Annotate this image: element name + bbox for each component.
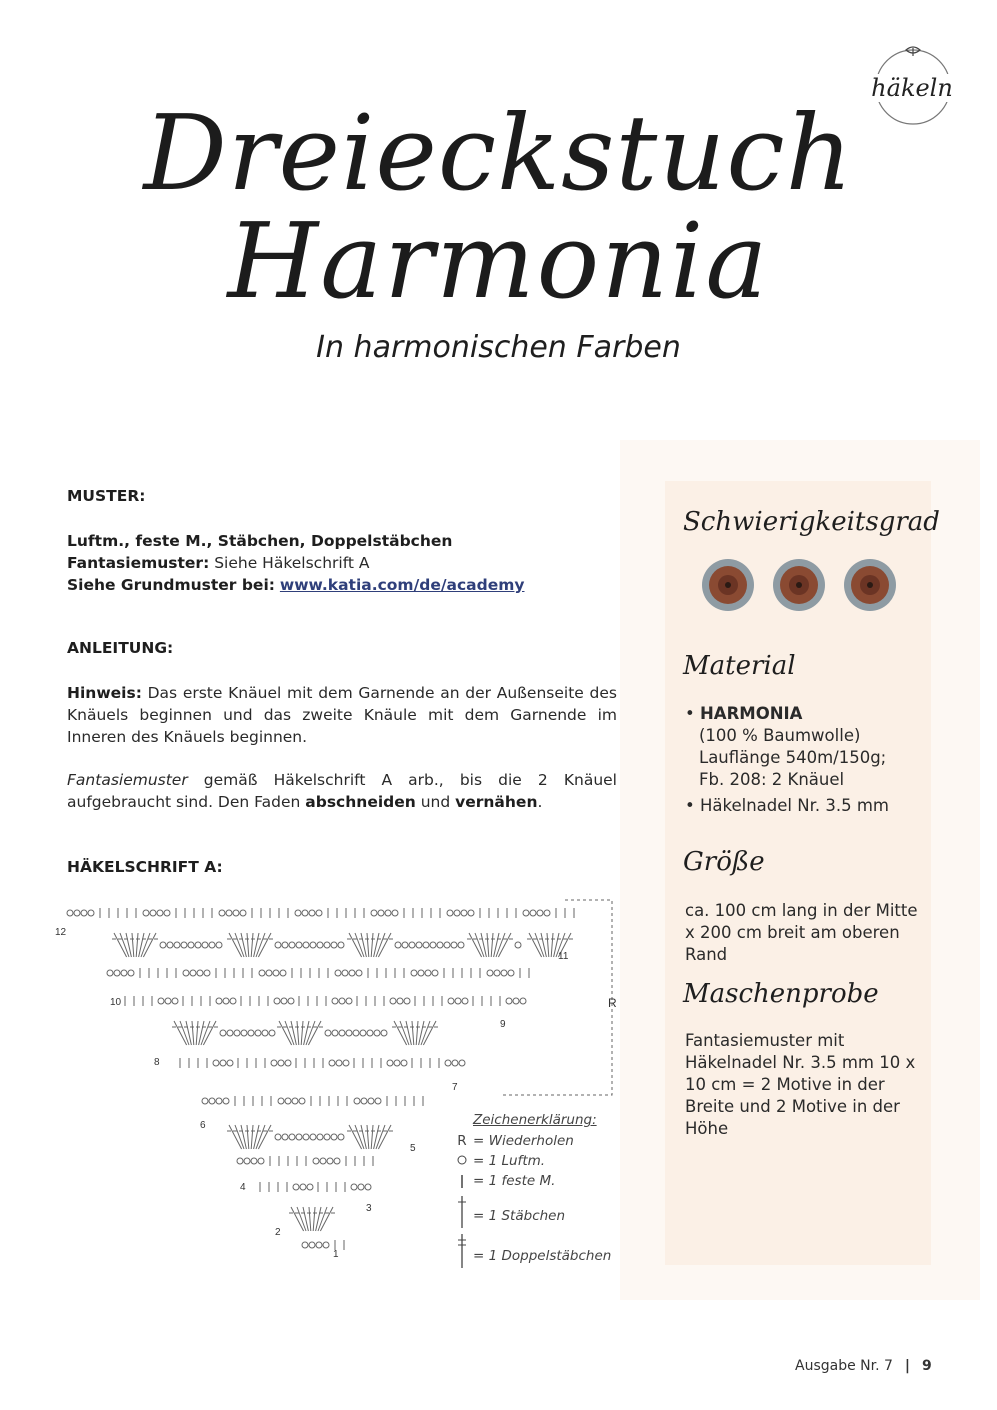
chain-stitch [216, 998, 222, 1004]
chain-stitch [329, 1060, 335, 1066]
page-subtitle: In harmonischen Farben [316, 330, 681, 365]
chain-stitch [204, 970, 210, 976]
double-crochet-icon [455, 1194, 469, 1234]
chain-stitch [274, 998, 280, 1004]
instruction-pattern-name: Fantasiemuster [67, 771, 188, 789]
hinweis-label: Hinweis: [67, 684, 142, 702]
chain-stitch [223, 1098, 229, 1104]
chain-stitch [445, 1060, 451, 1066]
size-heading: Größe [683, 847, 765, 877]
chain-stitch [280, 970, 286, 976]
chain-stitch [327, 1158, 333, 1164]
muster-basic-label: Siehe Grundmuster bei: [67, 576, 275, 594]
chain-stitch [320, 1158, 326, 1164]
chain-stitch [459, 1060, 465, 1066]
chain-stitch [325, 1030, 331, 1036]
chain-stitch [462, 998, 468, 1004]
chain-stitch [307, 1184, 313, 1190]
chain-stitch [530, 910, 536, 916]
chain-stitch [310, 942, 316, 948]
stitch-mark [241, 933, 246, 957]
chain-stitch [282, 1134, 288, 1140]
chain-stitch [220, 1060, 226, 1066]
material-detail: Lauflänge 540m/150g; [699, 748, 887, 767]
chain-stitch [299, 1098, 305, 1104]
chain-stitch [351, 1184, 357, 1190]
chain-stitch [303, 942, 309, 948]
chain-stitch [289, 942, 295, 948]
row-number: 9 [500, 1019, 506, 1030]
chain-stitch [323, 1242, 329, 1248]
chain-stitch [455, 998, 461, 1004]
chain-stitch [309, 1242, 315, 1248]
row-number: 4 [240, 1182, 246, 1193]
stitch-mark [136, 933, 138, 957]
diagram-heading: HÄKELSCHRIFT A: [67, 858, 223, 876]
material-heading: Material [683, 651, 796, 681]
chain-stitch [401, 1060, 407, 1066]
chain-stitch [343, 1060, 349, 1066]
chain-stitch [240, 910, 246, 916]
chain-stitch [397, 998, 403, 1004]
stitch-mark [186, 1021, 191, 1045]
chain-stitch [447, 910, 453, 916]
chain-stitch [278, 1060, 284, 1066]
instruction-text-1: gemäß Häkelschrift A arb., bis die 2 Knäuel aufgebraucht sind. Den Faden [67, 771, 617, 811]
muster-block [67, 530, 617, 596]
chain-stitch [354, 1098, 360, 1104]
chain-stitch [275, 942, 281, 948]
chain-stitch [121, 970, 127, 976]
instruction-paragraph [67, 769, 617, 813]
chain-stitch [392, 910, 398, 916]
chain-stitch [262, 1030, 268, 1036]
instruction-bold-cut: abschneiden [305, 793, 416, 811]
chain-stitch [158, 998, 164, 1004]
chain-stitch [241, 1030, 247, 1036]
chain-stitch [506, 998, 512, 1004]
chain-stitch [164, 910, 170, 916]
chain-stitch [425, 970, 431, 976]
chain-stitch [296, 1134, 302, 1140]
chain-stitch [430, 942, 436, 948]
stitch-mark [291, 1021, 296, 1045]
chain-stitch [381, 1030, 387, 1036]
chain-stitch [285, 1060, 291, 1066]
chain-stitch [266, 970, 272, 976]
needle-text: Häkelnadel Nr. 3.5 mm [699, 796, 889, 815]
anleitung-heading: ANLEITUNG: [67, 639, 174, 657]
stitch-mark [196, 1021, 198, 1045]
page-footer [795, 1358, 932, 1374]
instruction-text-2: und [415, 793, 456, 811]
chain-stitch [416, 942, 422, 948]
chain-stitch [313, 1158, 319, 1164]
row-number: 10 [110, 997, 122, 1008]
chain-stitch [349, 970, 355, 976]
chain-stitch [324, 1134, 330, 1140]
stitch-mark [371, 1125, 373, 1149]
chain-stitch [310, 1134, 316, 1140]
chain-stitch [448, 998, 454, 1004]
chain-stitch [271, 1060, 277, 1066]
chain-stitch [88, 910, 94, 916]
chain-stitch [494, 970, 500, 976]
chain-stitch [216, 1098, 222, 1104]
chain-stitch [188, 942, 194, 948]
chain-stitch [248, 1030, 254, 1036]
chain-stitch [501, 970, 507, 976]
chain-stitch [285, 1098, 291, 1104]
stitch-mark [416, 1021, 418, 1045]
stitch-mark [304, 1021, 309, 1045]
stitch-mark [241, 1125, 246, 1149]
stitch-mark [371, 933, 373, 957]
chain-stitch [368, 1098, 374, 1104]
chain-stitch [331, 942, 337, 948]
chain-stitch [324, 942, 330, 948]
chain-stitch [165, 998, 171, 1004]
chain-stitch [402, 942, 408, 948]
chain-stitch [454, 910, 460, 916]
chain-stitch [181, 942, 187, 948]
badge-label: häkeln [862, 74, 962, 102]
legend-symbol-repeat: R [457, 1133, 467, 1149]
chain-stitch [167, 942, 173, 948]
stitch-mark [367, 1125, 369, 1149]
material-details [699, 725, 939, 791]
chain-stitch [346, 1030, 352, 1036]
chain-stitch [353, 1030, 359, 1036]
chain-stitch [411, 970, 417, 976]
stitch-mark [251, 933, 253, 957]
row-number: 5 [410, 1143, 416, 1154]
chain-stitch [292, 1098, 298, 1104]
material-item: • HARMONIA [685, 704, 803, 723]
chain-stitch [451, 942, 457, 948]
chain-stitch [183, 970, 189, 976]
chain-stitch [418, 970, 424, 976]
chain-stitch [395, 942, 401, 948]
chain-stitch [114, 970, 120, 976]
legend-text: = Wiederholen [473, 1133, 574, 1149]
stitch-mark [406, 1021, 411, 1045]
stitch-mark [247, 1125, 249, 1149]
chain-stitch [202, 1098, 208, 1104]
chain-stitch [160, 942, 166, 948]
chain-stitch [404, 998, 410, 1004]
instruction-end: . [537, 793, 543, 811]
chain-stitch [336, 1060, 342, 1066]
stitch-mark [412, 1021, 414, 1045]
chain-stitch [227, 1030, 233, 1036]
chain-stitch [190, 970, 196, 976]
difficulty-heading: Schwierigkeitsgrad [683, 507, 940, 537]
chain-stitch [300, 1184, 306, 1190]
stitch-mark [247, 933, 249, 957]
chain-stitch [216, 942, 222, 948]
issue-number: Ausgabe Nr. 7 [795, 1358, 893, 1374]
chain-stitch [375, 1098, 381, 1104]
chain-stitch [523, 910, 529, 916]
academy-link[interactable]: www.katia.com/de/academy [279, 576, 525, 594]
stitch-mark [491, 933, 493, 957]
stitch-mark [132, 933, 134, 957]
repeat-marker: R [608, 996, 617, 1010]
chain-stitch [508, 970, 514, 976]
chain-stitch [302, 1242, 308, 1248]
stitch-mark [316, 1207, 321, 1231]
stitch-mark [361, 933, 366, 957]
treble-crochet-icon [455, 1232, 469, 1274]
chain-stitch [74, 910, 80, 916]
stitch-mark [309, 1207, 311, 1231]
footer-separator: | [904, 1358, 911, 1374]
chain-stitch [338, 942, 344, 948]
stitch-mark [254, 1125, 259, 1149]
gauge-heading: Maschenprobe [683, 979, 879, 1009]
chain-stitch [374, 1030, 380, 1036]
chain-stitch [309, 910, 315, 916]
stitch-mark [551, 933, 553, 957]
muster-stitches: Luftm., feste M., Stäbchen, Doppelstäbchen [67, 532, 453, 550]
row-number: 3 [366, 1203, 372, 1214]
chain-stitch [409, 942, 415, 948]
muster-pattern-label: Fantasiemuster: [67, 554, 210, 572]
chain-stitch [332, 1030, 338, 1036]
chain-stitch [302, 910, 308, 916]
chain-stitch [174, 942, 180, 948]
stitch-mark [547, 933, 549, 957]
chain-stitch [289, 1134, 295, 1140]
material-detail: Fb. 208: 2 Knäuel [699, 770, 845, 789]
stitch-mark [481, 933, 486, 957]
chain-stitch [437, 942, 443, 948]
chain-stitch [213, 1060, 219, 1066]
chain-stitch [295, 910, 301, 916]
chain-stitch [365, 1184, 371, 1190]
chain-stitch [227, 1060, 233, 1066]
legend-title: Zeichenerklärung: [473, 1112, 597, 1128]
chain-stitch [432, 970, 438, 976]
stitch-mark [139, 933, 144, 957]
chain-stitch [226, 910, 232, 916]
muster-heading: MUSTER: [67, 487, 146, 505]
chain-stitch [317, 942, 323, 948]
chain-stitch [259, 970, 265, 976]
chain-stitch [275, 1134, 281, 1140]
stitch-mark [541, 933, 546, 957]
chain-stitch [288, 998, 294, 1004]
chain-stitch [251, 1158, 257, 1164]
legend-text: = 1 feste M. [473, 1173, 556, 1189]
chain-stitch [458, 942, 464, 948]
chain-stitch [339, 998, 345, 1004]
chain-stitch [331, 1134, 337, 1140]
chain-stitch [220, 1030, 226, 1036]
chain-stitch [81, 910, 87, 916]
page-title-line2: Harmonia [227, 200, 770, 322]
chain-stitch [255, 1030, 261, 1036]
chain-stitch [452, 1060, 458, 1066]
single-crochet-icon [455, 1173, 469, 1193]
chain-stitch [237, 1158, 243, 1164]
hinweis-paragraph [67, 682, 617, 748]
row-number: 6 [200, 1120, 206, 1131]
stitch-mark [419, 1021, 424, 1045]
chain-icon [455, 1153, 469, 1169]
legend-text: = 1 Stäbchen [473, 1208, 566, 1224]
chain-stitch [423, 942, 429, 948]
row-number: 8 [154, 1057, 160, 1068]
chain-stitch [367, 1030, 373, 1036]
chain-stitch [385, 910, 391, 916]
chain-stitch [334, 1158, 340, 1164]
chain-stitch [332, 998, 338, 1004]
chain-stitch [338, 1134, 344, 1140]
chain-stitch [197, 970, 203, 976]
yarn-ball-icon [771, 557, 827, 613]
chain-stitch [209, 942, 215, 948]
chain-stitch [303, 1134, 309, 1140]
row-number: 12 [55, 927, 67, 938]
material-name: HARMONIA [699, 704, 803, 723]
chain-stitch [143, 910, 149, 916]
chain-stitch [387, 1060, 393, 1066]
chain-stitch [209, 1098, 215, 1104]
page-title-line1: Dreieckstuch [143, 92, 854, 214]
chain-stitch [356, 970, 362, 976]
chain-stitch [316, 910, 322, 916]
instruction-bold-sew: vernähen [455, 793, 538, 811]
yarn-ball-icon [842, 557, 898, 613]
stitch-mark [303, 1207, 308, 1231]
muster-pattern-text: Siehe Häkelschrift A [209, 554, 370, 572]
legend-text: = 1 Doppelstäbchen [473, 1248, 612, 1264]
chain-stitch [361, 1098, 367, 1104]
chain-stitch [487, 970, 493, 976]
stitch-mark [494, 933, 499, 957]
legend-text: = 1 Luftm. [473, 1153, 546, 1169]
chain-stitch [202, 942, 208, 948]
stitch-mark [367, 933, 369, 957]
chain-stitch [273, 970, 279, 976]
chain-stitch [258, 1158, 264, 1164]
chain-stitch [230, 998, 236, 1004]
chain-stitch [281, 998, 287, 1004]
stitch-mark [313, 1207, 315, 1231]
chain-stitch [67, 910, 73, 916]
stitch-mark [301, 1021, 303, 1045]
chain-stitch [223, 998, 229, 1004]
stitch-mark [361, 1125, 366, 1149]
row-number: 7 [452, 1082, 458, 1093]
hinweis-text: Das erste Knäuel mit dem Garnende an der Außenseite des Knäuels beginnen und das zweite Knäule mit dem Garnende im Inneren des Knäuels beginnen. [67, 684, 617, 746]
gauge-text: Fantasiemuster mit Häkelnadel Nr. 3.5 mm 10 x 10 cm = 2 Motive in der Breite und 2 Motive in der Höhe [685, 1031, 916, 1138]
chain-stitch [515, 942, 521, 948]
row-number: 11 [558, 951, 569, 962]
chain-stitch [461, 910, 467, 916]
stitch-mark [374, 933, 379, 957]
stitch-mark [374, 1125, 379, 1149]
haekeln-badge [868, 40, 958, 130]
stitch-mark [487, 933, 489, 957]
row-number: 2 [275, 1227, 281, 1238]
chain-stitch [219, 910, 225, 916]
repeat-bracket [500, 900, 612, 1095]
material-detail: (100 % Baumwolle) [699, 726, 861, 745]
size-text: ca. 100 cm lang in der Mitte x 200 cm breit am oberen Rand [685, 901, 918, 964]
needle-item: • Häkelnadel Nr. 3.5 mm [685, 796, 889, 815]
yarn-ball-icon [700, 557, 756, 613]
chain-stitch [544, 910, 550, 916]
chain-stitch [296, 942, 302, 948]
chain-stitch [157, 910, 163, 916]
chain-stitch [195, 942, 201, 948]
chain-stitch [269, 1030, 275, 1036]
chain-stitch [537, 910, 543, 916]
chain-stitch [335, 970, 341, 976]
chain-stitch [342, 970, 348, 976]
chain-stitch [233, 910, 239, 916]
chain-stitch [468, 910, 474, 916]
chain-stitch [278, 1098, 284, 1104]
chain-stitch [107, 970, 113, 976]
stitch-mark [192, 1021, 194, 1045]
stitch-mark [297, 1021, 299, 1045]
chain-stitch [390, 998, 396, 1004]
stitch-mark [251, 1125, 253, 1149]
chain-stitch [360, 1030, 366, 1036]
chain-stitch [244, 1158, 250, 1164]
chain-stitch [128, 970, 134, 976]
chain-stitch [316, 1242, 322, 1248]
page-number: 9 [922, 1358, 932, 1374]
chain-stitch [150, 910, 156, 916]
chain-stitch [444, 942, 450, 948]
chain-stitch [339, 1030, 345, 1036]
chain-stitch [346, 998, 352, 1004]
chain-stitch [358, 1184, 364, 1190]
chain-stitch [520, 998, 526, 1004]
chain-stitch [394, 1060, 400, 1066]
chain-stitch [282, 942, 288, 948]
stitch-mark [199, 1021, 204, 1045]
crochet-chart [50, 895, 620, 1285]
chain-stitch [371, 910, 377, 916]
chain-stitch [234, 1030, 240, 1036]
chain-stitch [378, 910, 384, 916]
chain-stitch [513, 998, 519, 1004]
chain-stitch [293, 1184, 299, 1190]
stitch-mark [254, 933, 259, 957]
stitch-mark [126, 933, 131, 957]
row-number: 1 [333, 1249, 339, 1260]
chain-stitch [317, 1134, 323, 1140]
chain-stitch [172, 998, 178, 1004]
